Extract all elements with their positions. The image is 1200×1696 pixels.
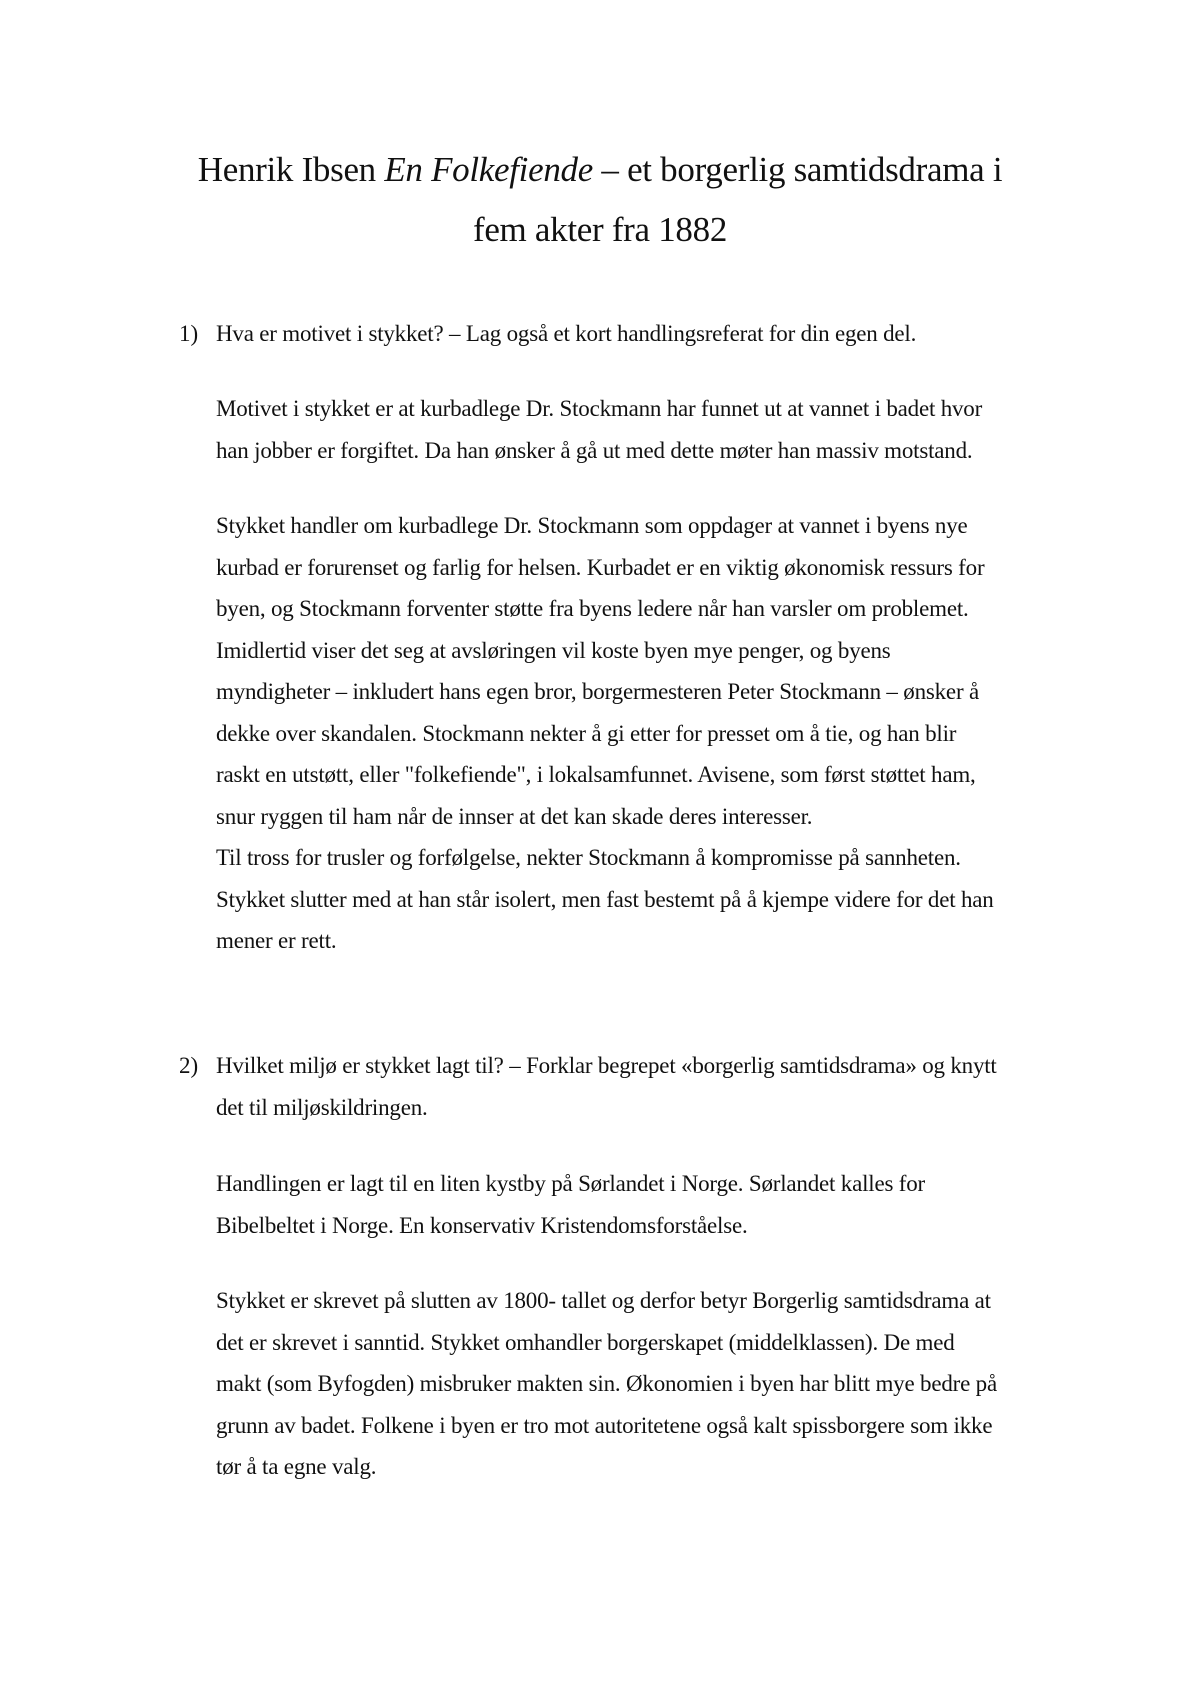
text-line: raskt en utstøtt, eller "folkefiende", i lokalsamfunnet. Avisene, som først støttet ham, (216, 762, 976, 787)
text-line: kurbad er forurenset og farlig for helsen. Kurbadet er en viktig økonomisk ressurs for (216, 554, 985, 580)
question-1 (216, 313, 1076, 355)
text-line: byen, og Stockmann forventer støtte fra byens ledere når han varsler om problemet. (216, 596, 969, 621)
text-line: Stykket slutter med at han står isolert, men fast bestemt på å kjempe videre for det han (216, 886, 994, 912)
text-line: dekke over skandalen. Stockmann nekter å gi etter for presset om å tie, og han blir (216, 720, 957, 746)
text-line: makt (som Byfogden) misbruker makten sin. Økonomien i byen har blitt mye bedre på (216, 1371, 997, 1396)
title-author: Henrik Ibsen (197, 150, 385, 189)
title-work: En Folkefiende (384, 150, 593, 189)
text-line: Til tross for trusler og forfølgelse, nekter Stockmann å kompromisse på sannheten. (216, 845, 961, 870)
text-line: Handlingen er lagt til en liten kystby på Sørlandet i Norge. Sørlandet kalles for (216, 1171, 925, 1196)
answer-2-paragraph-1 (216, 1163, 1076, 1246)
text-line: mener er rett. (216, 928, 337, 953)
title-line-1 (150, 140, 1050, 200)
text-line: Bibelbeltet i Norge. En konservativ Kristendomsforståelse. (216, 1212, 748, 1238)
text-line: myndigheter – inkludert hans egen bror, borgermesteren Peter Stockmann – ønsker å (216, 679, 979, 704)
text-line: Imidlertid viser det seg at avsløringen vil koste byen mye penger, og byens (216, 637, 891, 663)
question-number-2: 2) (179, 1053, 199, 1078)
text-line: han jobber er forgiftet. Da han ønsker å gå ut med dette møter han massiv motstand. (216, 437, 973, 463)
question-2 (216, 1045, 1076, 1128)
answer-1-paragraph-1 (216, 388, 1076, 471)
title-subtitle: – et borgerlig samtidsdrama i (592, 150, 1003, 189)
text-line: Stykket er skrevet på slutten av 1800- tallet og derfor betyr Borgerlig samtidsdrama at (216, 1288, 991, 1313)
text-line: det er skrevet i sanntid. Stykket omhandler borgerskapet (middelklassen). De med (216, 1329, 955, 1355)
text-line: snur ryggen til ham når de innser at det kan skade deres interesser. (216, 803, 813, 829)
text-line: grunn av badet. Folkene i byen er tro mot autoritetene også kalt spissborgere som ikke (216, 1412, 993, 1438)
question-2-text: Hvilket miljø er stykket lagt til? – Forklar begrepet «borgerlig samtidsdrama» og knytt (216, 1053, 997, 1078)
question-2-text: det til miljøskildringen. (216, 1094, 428, 1120)
question-1-text: Hva er motivet i stykket? – Lag også et kort handlingsreferat for din egen del. (216, 321, 917, 346)
text-line: Motivet i stykket er at kurbadlege Dr. Stockmann har funnet ut at vannet i badet hvor (216, 396, 983, 421)
question-number-1: 1) (179, 321, 199, 346)
title-line-2: fem akter fra 1882 (472, 210, 728, 249)
answer-1-paragraph-2 (216, 505, 1076, 962)
text-line: tør å ta egne valg. (216, 1454, 377, 1479)
answer-2-paragraph-2 (216, 1280, 1076, 1488)
text-line: Stykket handler om kurbadlege Dr. Stockmann som oppdager at vannet i byens nye (216, 513, 968, 538)
document-title (150, 140, 1050, 260)
